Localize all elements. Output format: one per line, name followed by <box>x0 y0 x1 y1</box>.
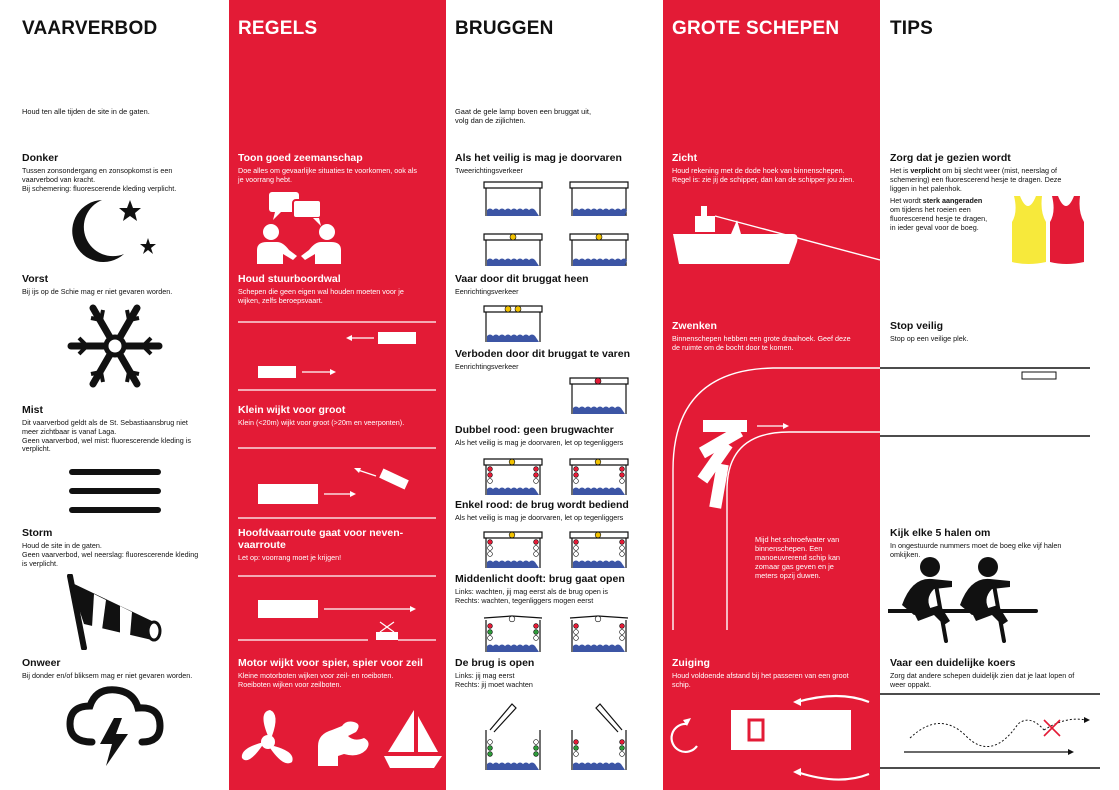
column-tips <box>880 0 1119 790</box>
section-heading: Toon goed zeemanschap <box>238 152 363 164</box>
note-line: Mijd het schroefwater van <box>755 535 840 544</box>
body-line: Links: jij mag eerst <box>455 671 515 680</box>
bridge-one-way-green-diagram <box>482 302 552 344</box>
column-title: VAARVERBOD <box>22 18 158 39</box>
section-heading: Zwenken <box>672 320 717 332</box>
keep-right-diagram <box>238 318 438 392</box>
heading-line: Hoofdvaarroute gaat voor neven- <box>238 527 404 539</box>
section-heading: Mist <box>22 404 43 416</box>
body-line: Rechts: wachten, tegenliggers mogen eerst <box>455 595 594 605</box>
section-heading <box>238 527 438 551</box>
muscle-arm-icon <box>318 722 369 767</box>
section-heading: De brug is open <box>455 657 535 669</box>
section-heading: Zuiging <box>672 657 710 669</box>
body-line: Geen vaarverbod, wel neerslag: fluorescerende kleding <box>22 549 199 559</box>
body-text: Het wordt <box>890 196 923 206</box>
section-heading: Dubbel rood: geen brugwachter <box>455 424 614 436</box>
body-text: om bij slecht weer (mist, neerslag of <box>940 166 1057 175</box>
body-line: In ongestuurde nummers moet de boeg elke vijf halen <box>890 541 1062 550</box>
section-hoofdvaarroute <box>238 527 438 563</box>
body-line: fluorescerend hesje te dragen, <box>890 213 988 223</box>
section-brug-open <box>455 657 655 690</box>
body-line: de ruimte om de bocht door te komen. <box>672 342 794 352</box>
propwash-note <box>755 535 840 580</box>
turning-ship-diagram <box>663 360 880 630</box>
body-bold: verplicht <box>910 166 941 175</box>
intro-text <box>455 107 591 125</box>
body-text: Het is <box>890 166 911 175</box>
section-stuurboordwal <box>238 273 438 306</box>
section-zeemanschap <box>238 152 438 185</box>
body-line: omkijken. <box>890 549 921 559</box>
column-title: GROTE SCHEPEN <box>672 18 840 39</box>
section-motor-wijkt <box>238 657 438 690</box>
body-line: schip. <box>672 679 691 689</box>
body-line: Doe alles om gevaarlijke situaties te voorkomen, ook als <box>238 166 417 175</box>
section-heading: Zicht <box>672 152 698 164</box>
section-mist <box>22 404 221 454</box>
propeller-muscle-sail-icons <box>238 706 443 772</box>
body-line: Bij ijs op de Schie mag er niet gevaren worden. <box>22 287 173 296</box>
body-line: Bij schemering: fluorescerende kleding verplicht. <box>22 183 177 193</box>
bridge-double-red-diagram <box>482 455 638 497</box>
small-yields-diagram <box>238 444 438 520</box>
fog-icon <box>68 466 162 516</box>
suction-diagram <box>669 690 880 786</box>
section-heading: Vorst <box>22 273 49 285</box>
section-vorst <box>22 273 221 297</box>
section-zuiging <box>672 657 872 690</box>
section-vaar-door <box>455 273 655 297</box>
intro-line: Gaat de gele lamp boven een bruggat uit, <box>455 107 592 116</box>
section-stop-veilig <box>890 320 1111 344</box>
body-line: Dit vaarverbod geldt als de St. Sebastiaansbrug niet <box>22 418 188 427</box>
body-line: Kleine motorboten wijken voor zeil- en roeiboten. <box>238 671 394 680</box>
body-line: Let op: voorrang moet je krijgen! <box>238 553 342 562</box>
body-line: Bij donder en/of bliksem mag er niet gevaren worden. <box>22 671 193 680</box>
vests-icon <box>1010 192 1086 266</box>
column-title: TIPS <box>890 18 934 39</box>
section-heading: Onweer <box>22 657 61 669</box>
section-heading: Vaar door dit bruggat heen <box>455 273 589 285</box>
section-heading: Verboden door dit bruggat te varen <box>455 348 631 360</box>
body-line: Klein (<20m) wijkt voor groot (>20m en veerponten). <box>238 418 405 427</box>
clear-course-diagram <box>880 690 1119 772</box>
section-heading: Stop veilig <box>890 320 944 332</box>
section-veilig-doorvaren <box>455 152 655 176</box>
section-heading: Vaar een duidelijke koers <box>890 657 1016 669</box>
section-enkel-rood <box>455 499 655 523</box>
note-line: meters opzij duwen. <box>755 571 821 580</box>
body-line: is verplicht. <box>22 558 58 568</box>
body-line: Als het veilig is mag je doorvaren, let op tegenliggers <box>455 438 624 447</box>
section-heading: Motor wijkt voor spier, spier voor zeil <box>238 657 423 669</box>
section-heading: Middenlicht dooft: brug gaat open <box>455 573 625 585</box>
bridge-opening-diagram <box>482 612 638 654</box>
body-line: vaarverbod van kracht. <box>22 174 96 184</box>
column-title: REGELS <box>238 18 318 39</box>
people-talking-icon <box>255 190 345 266</box>
section-middenlicht <box>455 573 655 606</box>
body-line: Rechts: jij moet wachten <box>455 679 533 689</box>
intro-text: Houd ten alle tijden de site in de gaten. <box>22 107 150 116</box>
rowers-icon <box>888 555 1038 643</box>
body-line: liggen in het palenhok. <box>890 183 962 193</box>
body-line: Tweerichtingsverkeer <box>455 166 523 175</box>
body-line: in ieder geval voor de boeg. <box>890 222 979 232</box>
section-zwenken <box>672 320 872 353</box>
windsock-icon <box>62 574 166 650</box>
stop-safely-diagram <box>880 364 1119 440</box>
body-line: Zorg dat andere schepen duidelijk zien dat je laat lopen of <box>890 671 1075 680</box>
body-line: Houd voldoende afstand bij het passeren van een groot <box>672 671 849 680</box>
body-bold: sterk aangeraden <box>922 196 983 206</box>
body-line: Geen vaarverbod, wel mist: fluorescerende kleding is <box>22 435 191 445</box>
propeller-icon <box>242 710 293 763</box>
thunderstorm-icon <box>66 686 164 768</box>
section-heading: Klein wijkt voor groot <box>238 404 346 416</box>
column-bruggen <box>446 0 663 790</box>
sailboat-icon <box>384 710 442 768</box>
bridge-single-red-diagram <box>482 528 638 570</box>
section-zicht <box>672 152 872 185</box>
body-line: je voorrang hebt. <box>238 174 292 184</box>
body-line: meer zichtbaar is vanaf Laga. <box>22 426 117 436</box>
section-klein-wijkt <box>238 404 438 428</box>
body-line: Regel is: zie jij de schipper, dan kan de schipper jou zien. <box>672 174 855 184</box>
body-line: Eenrichtingsverkeer <box>455 287 519 296</box>
body-line: Schepen die geen eigen wal houden moeten voor je <box>238 287 404 296</box>
section-dubbel-rood <box>455 424 655 448</box>
section-heading: Houd stuurboordwal <box>238 273 341 285</box>
moon-stars-icon <box>62 196 162 266</box>
ship-blind-spot-diagram <box>671 198 880 268</box>
section-verboden <box>455 348 655 372</box>
body-line: Roeiboten wijken voor zeilboten. <box>238 679 342 689</box>
body-line: Tussen zonsondergang en zonsopkomst is een <box>22 166 173 175</box>
body-line: Stop op een veilige plek. <box>890 334 969 343</box>
snowflake-icon <box>66 302 164 390</box>
column-title: BRUGGEN <box>455 18 554 39</box>
intro-line: volg dan de zijlichten. <box>455 116 526 125</box>
body-line: Houd de site in de gaten. <box>22 541 102 550</box>
section-donker <box>22 152 221 193</box>
section-heading: Storm <box>22 527 53 539</box>
note-line: manoeuvrerend schip kan <box>755 553 841 562</box>
section-heading: Donker <box>22 152 59 164</box>
body-line: om tijdens het roeien een <box>890 205 971 215</box>
column-grote-schepen <box>663 0 880 790</box>
bridge-open-diagram <box>482 700 638 772</box>
body-line: Als het veilig is mag je doorvaren, let op tegenliggers <box>455 513 624 522</box>
body-line: Binnenschepen hebben een grote draaihoek. Geef deze <box>672 334 851 343</box>
main-route-diagram <box>238 572 438 644</box>
body-line: weer oppakt. <box>890 679 932 689</box>
section-heading: Zorg dat je gezien wordt <box>890 152 1011 164</box>
column-regels <box>229 0 446 790</box>
section-heading: Enkel rood: de brug wordt bediend <box>455 499 629 511</box>
body-line: schemering) een fluorescerend hesje te dragen. Deze <box>890 174 1062 184</box>
bridge-forbidden-diagram <box>568 374 638 416</box>
section-heading: Kijk elke 5 halen om <box>890 527 991 539</box>
section-duidelijke-koers <box>890 657 1111 690</box>
body-line: wijken, zelfs beroepsvaart. <box>238 295 323 305</box>
note-line: zomaar gas geven en je <box>755 562 834 571</box>
body-line: Links: wachten, jij mag eerst als de brug open is <box>455 587 609 596</box>
body-line: Eenrichtingsverkeer <box>455 362 519 371</box>
bridge-two-way-diagram <box>476 178 636 270</box>
heading-line: vaarroute <box>238 539 286 551</box>
section-heading: Als het veilig is mag je doorvaren <box>455 152 622 164</box>
note-line: binnenschepen. Een <box>755 544 823 553</box>
section-onweer <box>22 657 221 681</box>
section-storm <box>22 527 221 568</box>
column-vaarverbod <box>0 0 229 790</box>
body-line: Houd rekening met de dode hoek van binnenschepen. <box>672 166 845 175</box>
body-line: verplicht. <box>22 444 51 454</box>
